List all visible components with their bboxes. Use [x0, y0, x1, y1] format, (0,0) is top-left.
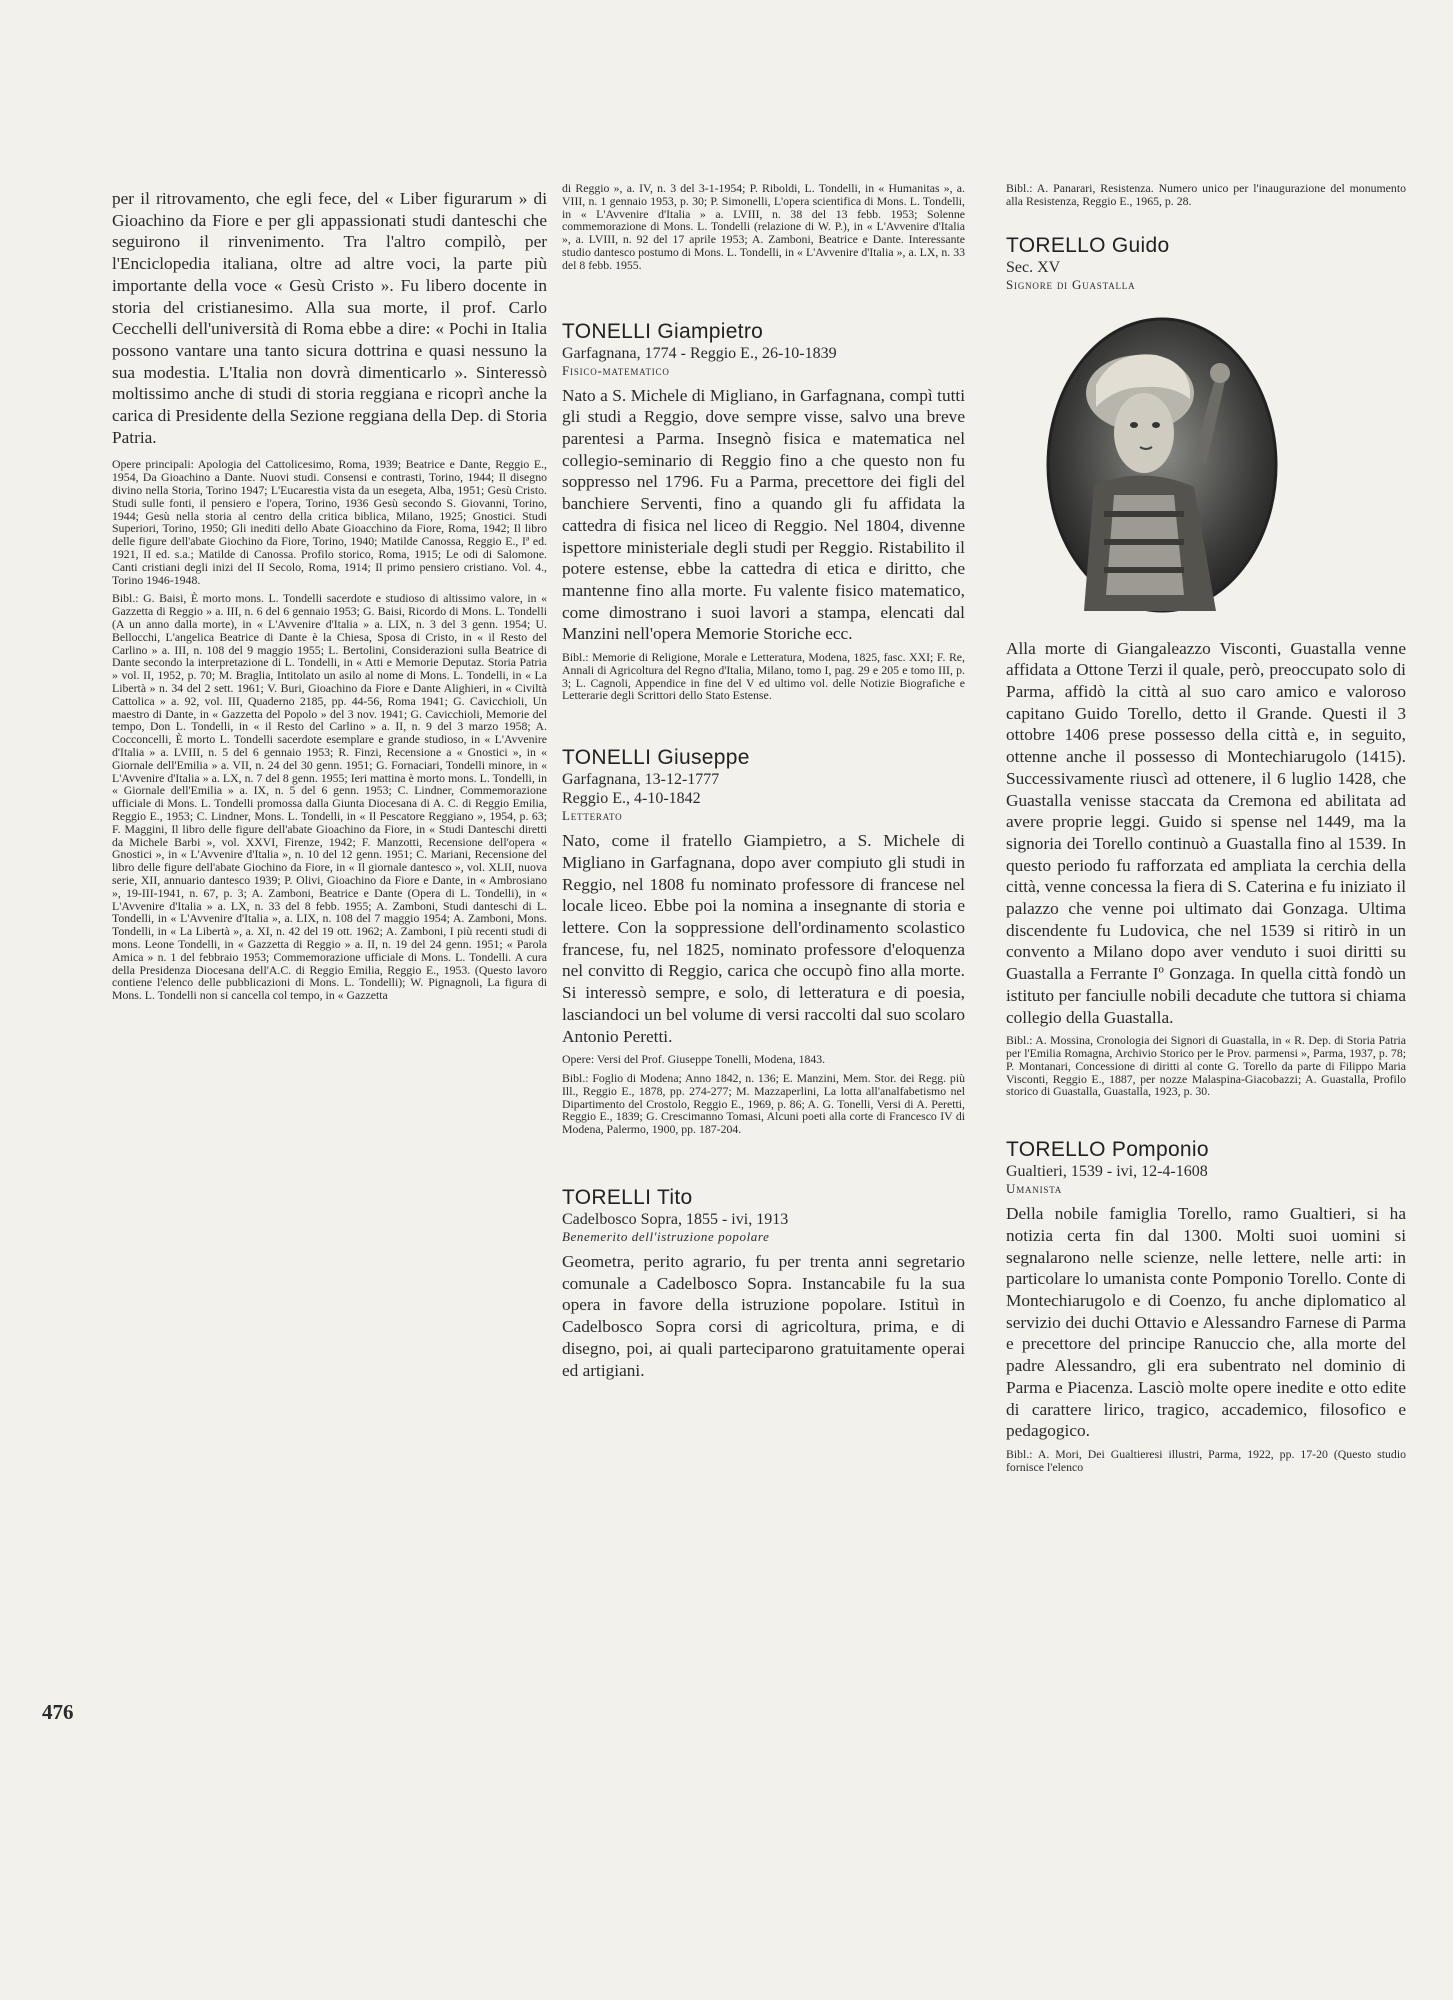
col2-bibl-cont: di Reggio », a. IV, n. 3 del 3-1-1954; P. Riboldi, L. Tondelli, in « Humanitas », a. VIII, n. 1 gennaio 1953, p. 30; P. Simonelli, L'opera scientifica di Mons. L. Tondelli, in « L'Avvenire d'Italia » a. LVIII, n. 38 del 13 febb. 1953; Solenne commemorazione di Mons. L. Tondelli (relazione di W. P.), in « L'Avvenire d'Italia », a. LVIII, n. 92 del 17 aprile 1953; A. Zamboni, Beatrice e Dante. Interessante studio dantesco postumo di Mons. L. Tondelli, in « L'Avvenire d'Italia », a. LX, n. 33 del 8 febb. 1955.: [562, 181, 965, 272]
entry-name: TONELLI Giuseppe: [562, 746, 750, 770]
entry-dates-2: Reggio E., 4-10-1842: [562, 790, 701, 808]
col1-bibl: Bibl.: G. Baisi, È morto mons. L. Tondelli sacerdote e studioso di altissimo valore, in « Gazzetta di Reggio » a. III, n. 6 del 6 gennaio 1953; G. Baisi, Ricordo di Mons. L. Tondelli (A un anno dalla morte), in « L'Avvenire d'Italia » a. LIX, n. 3 del 3 genn. 1954; U. Bellocchi, L'angelica Beatrice di Dante è la Chiesa, Sposa di Cristo, in « il Resto del Carlino » a. III, n. 108 del 9 maggio 1955; L. Bertolini, Considerazioni sulla Beatrice di Dante secondo la interpretazione di L. Tondelli, in « Atti e Memorie Deputaz. Storia Patria » vol. II, 1952, p. 70; M. Braglia, Intitolato un asilo al nome di Mons. L. Tondelli, in « La Libertà » n. 34 del 2 sett. 1961; V. Buri, Gioachino da Fiore e Dante Alighieri, in « Civiltà Cattolica » a. 92, vol. III, Quaderno 2185, pp. 44-56, Roma 1941; G. Cavicchioli, Un maestro di Dante, in « Gazzetta del Popolo » del 3 nov. 1941; G. Cavicchioli, Memorie del tempo, Don L. Tondelli, in « il Resto del Carlino » a. II, n. 9 del 3 marzo 1958; A. Cocconcelli, È morto L. Tondelli sacerdote esemplare e grande studioso, in « L'Avvenire d'Italia » a. LVIII, n. 5 del 6 gennaio 1953; R. Finzi, Recensione a « Gnostici », in « Giornale dell'Emilia » a. VII, n. 24 del 30 genn. 1951; G. Fornaciari, Tondelli minore, in « L'Avvenire d'Italia » a. LX, n. 7 del 8 genn. 1955; Ieri mattina è morto mons. L. Tondelli, in « Giornale dell'Emilia » a. IX, n. 5 del 6 genn. 1953; C. Lindner, Commemorazione ufficiale di Mons. L. Tondelli promossa dalla Giunta Diocesana di A. C. di Reggio Emilia, Reggio E., 1953; C. Lindner, Mons. L. Tondelli, in « Il Pescatore Reggiano », 1954, p. 63; F. Maggini, Il libro delle figure dell'abate Gioachino da Fiore, in « Studi Danteschi diretti da Michele Barbi », vol. XXVI, Firenze, 1942; F. Manzotti, Recensione dell'opera « Gnostici », in « L'Avvenire d'Italia », n. 10 del 12 genn. 1951; C. Mariani, Recensione del libro delle figure dell'abate Giochino da Fiore, in « Il giornale dantesco », vol. XLII, nuova serie, XII, annuario dantesco 1939; P. Olivi, Gioachino da Fiore e Dante, in « Ambrosiano », 19-III-1941, n. 67, p. 3; A. Zamboni, Beatrice e Dante (Opera di L. Tondelli), in « L'Avvenire d'Italia » a. LX, n. 33 del 8 febb. 1955; A. Zamboni, Studi danteschi di L. Tondelli, in « L'Avvenire d'Italia », a. LIX, n. 108 del 7 maggio 1954; A. Zamboni, Mons. Tondelli, in « La Libertà », a. XI, n. 42 del 19 ott. 1962; A. Zamboni, I più recenti studi di mons. Leone Tondelli, in « Gazzetta di Reggio » a. II, n. 19 del 24 genn. 1951; « Parola Amica » n. 1 del febbraio 1953; Commemorazione ufficiale di Mons. L. Tondelli. A cura della Presidenza Diocesana dell'A.C. di Reggio Emilia, Reggio E., 1953. (Questo lavoro contiene l'elenco delle pubblicazioni di Mons. L. Tondelli); W. Pignagnoli, La figura di Mons. L. Tondelli non si cancella col tempo, in « Gazzetta: [112, 591, 547, 1003]
entry-tonelli-giampietro: [562, 320, 965, 703]
entry-role: Fisico-matematico: [562, 362, 670, 378]
entry-dates: Garfagnana, 1774 - Reggio E., 26-10-1839: [562, 344, 837, 362]
entry-name: TORELLO Guido: [1006, 233, 1170, 257]
entry-dates: Garfagnana, 13-12-1777: [562, 771, 720, 789]
entry-role: Signore di Guastalla: [1006, 276, 1136, 292]
entry-role: Umanista: [1006, 1181, 1063, 1197]
entry-role: Benemerito dell'istruzione popolare: [562, 1229, 770, 1245]
entry-dates: Gualtieri, 1539 - ivi, 12-4-1608: [1006, 1163, 1208, 1181]
entry-torello-guido: [1006, 234, 1406, 1099]
entry-torello-pomponio: [1006, 1138, 1406, 1473]
entry-bibl: Bibl.: A. Mossina, Cronologia dei Signori di Guastalla, in « R. Dep. di Storia Patria per l'Emilia Romagna, Archivio Storico per le Prov. parmensi », Parma, 1937, p. 78; P. Montanari, Concessione di diritti al conte G. Torello da parte di Filippo Maria Visconti, Reggio E., 1887, per nozze Malaspina-Giacobazzi; A. Guastalla, Profilo storico di Guastalla, Guastalla, 1923, p. 30.: [1006, 1033, 1406, 1099]
entry-dates: Sec. XV: [1006, 258, 1061, 276]
entry-body: Della nobile famiglia Torello, ramo Gualtieri, si ha notizia certa fin dal 1300. Molti suoi uomini si segnalarono nelle scienze, nelle lettere, nelle arti: in particolare lo umanista conte Pomponio Torello. Conte di Montechiarugolo e di Coenzo, fu anche diplomatico al servizio dei duchi Ottavio e Alessandro Farnese di Parma e precettore del principe Ranuccio che, alla morte del padre Alessandro, gli era subentrato nel dominio di Parma e Piacenza. Lasciò molte opere inedite e otto edite di carattere lirico, tragico, accademico, filosofico e pedagogico.: [1006, 1204, 1406, 1441]
entry-name: TORELLO Pomponio: [1006, 1138, 1209, 1162]
column-2: [562, 182, 965, 1381]
entry-tonelli-giuseppe: [562, 746, 965, 1136]
col3-bibl-top: Bibl.: A. Panarari, Resistenza. Numero unico per l'inaugurazione del monumento alla Resistenza, Reggio E., 1965, p. 28.: [1006, 181, 1406, 208]
entry-torelli-tito: [562, 1186, 965, 1381]
entry-bibl: Bibl.: Memorie di Religione, Morale e Letteratura, Modena, 1825, fasc. XXI; F. Re, Annali di Agricoltura del Regno d'Italia, Milano, tomo I, pag. 29 e 205 e tomo III, p. 3; L. Cagnoli, Appendice in fine del V ed ultimo vol. delle Notizie Biografiche e Letterarie degli Scrittori dello Stato Estense.: [562, 650, 965, 703]
col1-opere: Opere principali: Apologia del Cattolicesimo, Roma, 1939; Beatrice e Dante, Reggio E., 1954, Da Gioachino a Dante. Nuovi studi. Consensi e contrasti, Torino, 1944; Il disegno divino nella Storia, Torino 1947; L'Eucarestia vista da un esegeta, Alba, 1951; Gesù Cristo. Studi sulle fonti, il pensiero e l'opera, Torino, 1936 Gesù secondo S. Giovanni, Torino, 1944; Gesù nella storia al centro della critica biblica, Milano, 1925; Gnostici. Studi Superiori, Torino, 1950; Gli inediti dello Abate Gioacchino da Fiore, Roma, 1942; Il libro delle figure dell'abate Giochino da Fiore, Torino, 1940; Matilde Canossa, Reggio E., Iª ed. 1921, II ed. s.a.; Matilde di Canossa. Profilo storico, Roma, 1915; Le odi di Salomone. Canti cristiani degli inizi del II Secolo, Roma, 1914; Il primo pensiero cristiano. Vol. 4., Torino 1946-1948.: [112, 457, 547, 587]
entry-opere: Opere: Versi del Prof. Giuseppe Tonelli, Modena, 1843.: [562, 1052, 826, 1067]
entry-dates: Cadelbosco Sopra, 1855 - ivi, 1913: [562, 1211, 789, 1229]
entry-bibl: Bibl.: A. Mori, Dei Gualtieresi illustri, Parma, 1922, pp. 17-20 (Questo studio fornisce l'elenco: [1006, 1446, 1406, 1474]
entry-body: Geometra, perito agrario, fu per trenta anni segretario comunale a Cadelbosco Sopra. Instancabile fu la sua opera in favore della istruzione popolare. Istituì in Cadelbosco Sopra corsi di agricoltura, prima, e di disegno, poi, ai quali parteciparono gratuitamente operai ed artigiani.: [562, 1252, 965, 1380]
entry-bibl: Bibl.: Foglio di Modena; Anno 1842, n. 136; E. Manzini, Mem. Stor. dei Regg. più Ill., Reggio E., 1878, pp. 274-277; M. Mazzaperlini, La lotta all'analfabetismo nel Dipartimento del Crostolo, Reggio E., 1969, p. 86; A. G. Tonelli, Versi di A. Peretti, Reggio E., 1839; G. Crescimanno Tomasi, Alcuni poeti alla corte di Francesco IV di Modena, Palermo, 1900, pp. 187-204.: [562, 1071, 965, 1137]
page-number: 476: [42, 1700, 74, 1724]
entry-body: Nato a S. Michele di Migliano, in Garfagnana, compì tutti gli studi a Reggio, dove sempre visse, salvo una breve parentesi a Parma. Insegnò fisica e matematica nel collegio-seminario di Reggio fino a che questo non fu soppresso nel 1796. Fu a Parma, precettore dei figli del banchiere Serventi, fino a quando gli fu affidata la cattedra di fisica nel liceo di Reggio. Nel 1804, divenne ispettore ministeriale degli studi per Reggio. Ristabilito il potere estense, ebbe la cattedra di etica e diritto, che mantenne fino alla morte. Fu valente fisico matematico, come dimostrano i suoi lavori a stampa, elencati dal Manzini nell'opera Memorie Storiche ecc.: [562, 385, 965, 644]
column-1: [112, 188, 547, 1002]
entry-role: Letterato: [562, 808, 623, 824]
portrait-image: [1044, 315, 1280, 615]
entry-body: Alla morte di Giangaleazzo Visconti, Guastalla venne affidata a Ottone Terzi il quale, però, preoccupato solo di Parma, affidò la città al suo caro amico e valoroso capitano Guido Torello, detto il Grande. Questi il 3 ottobre 1406 prese possesso della città e, in seguito, ottenne anche il possesso di Montechiarugolo (1415). Successivamente riuscì ad ottenere, il 6 luglio 1428, che Guastalla venisse staccata da Cremona ed abilitata ad avere proprie leggi. Guido si spense nel 1449, ma la signoria dei Torello continuò a Guastalla fino al 1539. In questo periodo fu rafforzata ed ampliata la cerchia della città, venne concessa la fiera di S. Caterina e fu iniziato il palazzo che venne poi ultimato dai Gonzaga. Ultima discendente fu Ludovica, che nel 1539 si ritirò in un convento a Milano dopo aver venduto i suoi diritti su Guastalla a Ferrante Iº Gonzaga. In quella città fondò un istituto per fanciulle nobili decadute che tuttora si chiama collegio della Guastalla.: [1006, 638, 1406, 1027]
entry-body: Nato, come il fratello Giampietro, a S. Michele di Migliano in Garfagnana, dopo aver compiuto gli studi in Reggio, nel 1808 fu nominato professore di francese nel locale liceo. Ebbe poi la nomina a insegnante di storia e lettere. Con la soppressione dell'ordinamento scolastico francese, fu, nel 1825, nominato professore d'eloquenza nel convitto di Reggio, carica che occupò fino alla morte. Si interessò sempre, e solo, di letteratura e di poesia, lasciandoci un bel volume di versi raccolti dal suo scolaro Antonio Peretti.: [562, 831, 965, 1046]
col1-body: per il ritrovamento, che egli fece, del « Liber figurarum » di Gioachino da Fiore e per gli appassionati studi danteschi che seguirono il rinvenimento. Tra l'altro compilò, per l'Enciclopedia italiana, oltre ad altre voci, la parte più importante della voce « Gesù Cristo ». Fu libero docente in storia del cristianesimo. Alla sua morte, il prof. Carlo Cecchelli dell'università di Roma ebbe a dire: « Pochi in Italia possono vantare una tanto sicura dottrina e quasi nessuno la sua modestia. L'Italia non dovrà dimenticarlo ». Sinteressò moltissimo anche di studi di storia reggiana e ricoprì anche la carica di Presidente della Sezione reggiana della Dep. di Storia Patria.: [112, 189, 547, 447]
entry-name: TONELLI Giampietro: [562, 319, 764, 343]
entry-name: TORELLI Tito: [562, 1186, 693, 1210]
column-3: [1006, 182, 1406, 1474]
